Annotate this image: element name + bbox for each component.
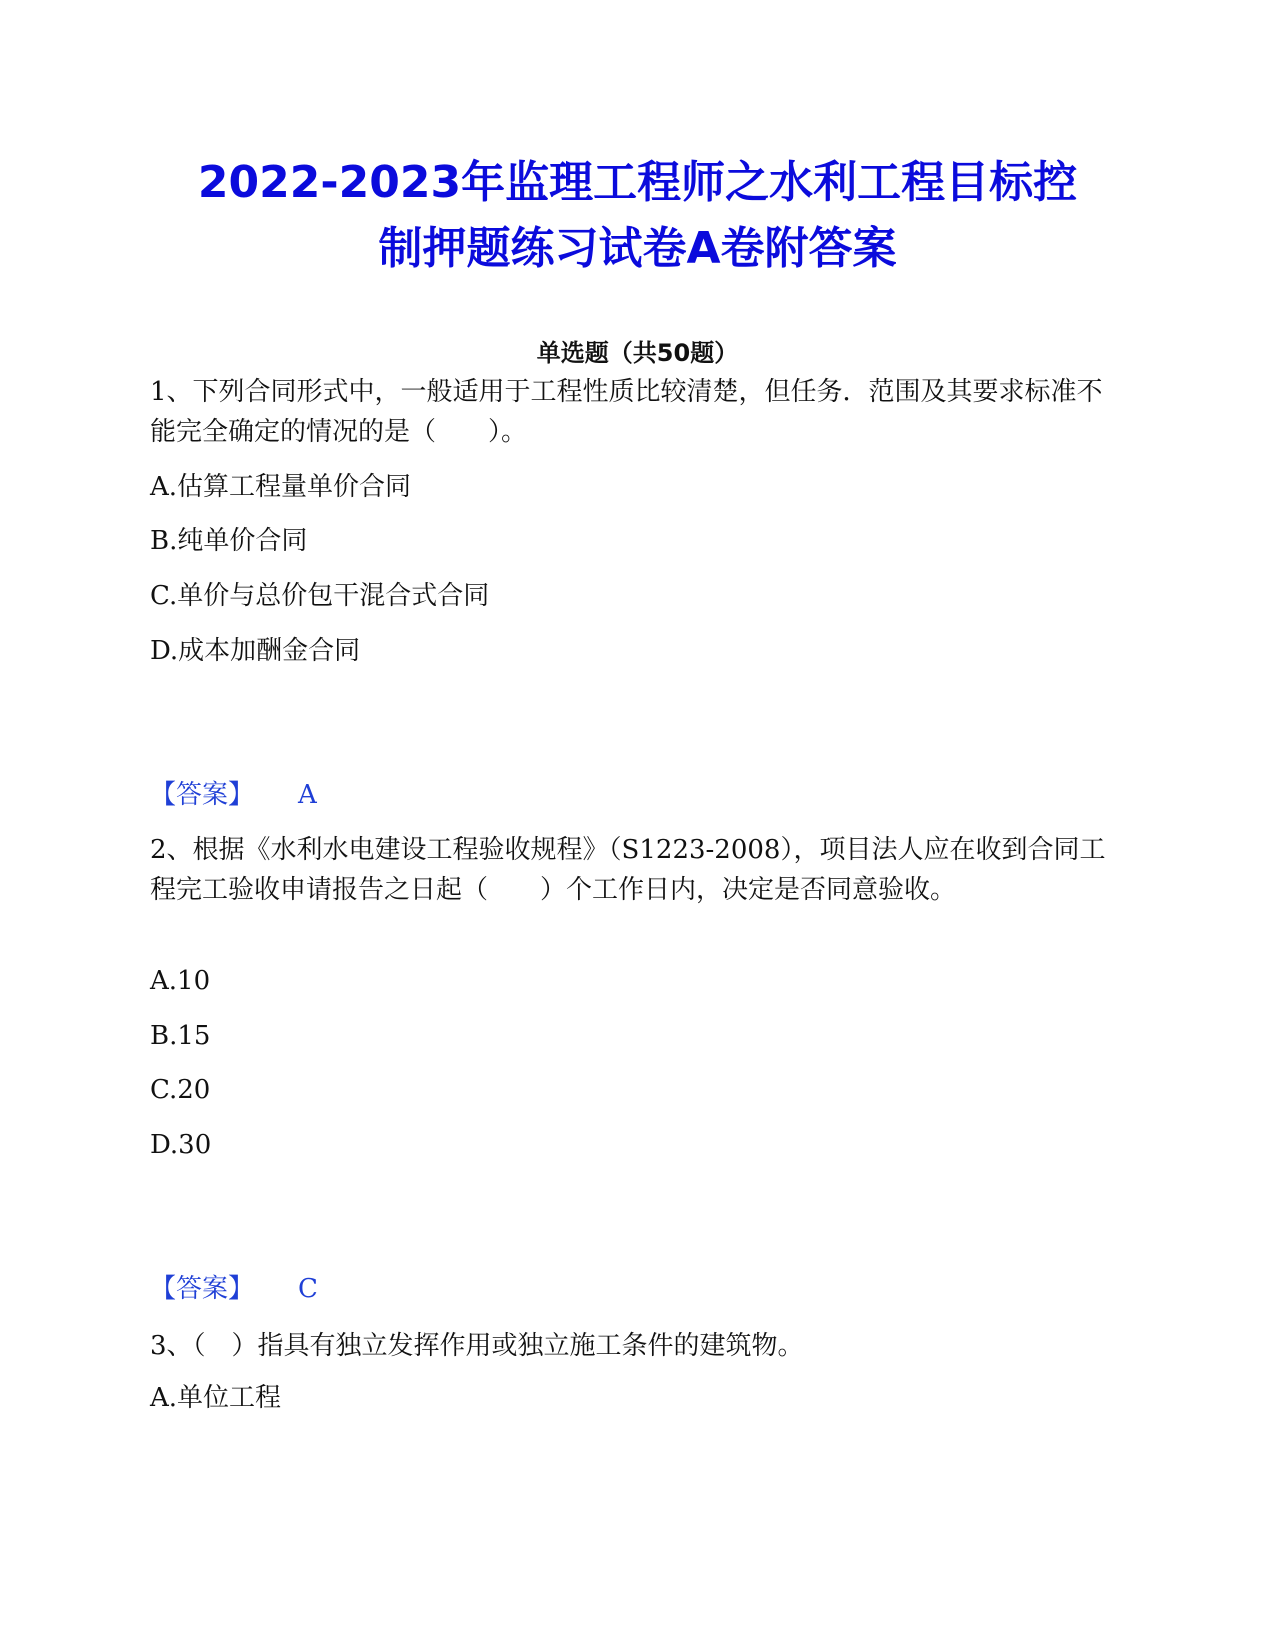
question-2-option-b: B.15	[150, 1021, 211, 1051]
question-2-text: 2、根据《水利水电建设工程验收规程》（S1223-2008），项目法人应在收到合同工程完工验收申请报告之日起（ ）个工作日内，决定是否同意验收。	[150, 835, 1106, 905]
question-3-option-a: A.单位工程	[150, 1383, 282, 1413]
question-2-answer	[150, 1272, 318, 1306]
question-1-option-d: D.成本加酬金合同	[150, 636, 361, 666]
question-1-option-c: C.单价与总价包干混合式合同	[150, 581, 490, 611]
answer-value: A	[298, 780, 317, 810]
question-3-text: 3、（ ）指具有独立发挥作用或独立施工条件的建筑物。	[150, 1331, 804, 1361]
question-2-option-d: D.30	[150, 1130, 212, 1160]
title-line-2: 制押题练习试卷A卷附答案	[378, 223, 897, 274]
answer-label: 【答案】	[150, 1274, 255, 1304]
question-2-option-c: C.20	[150, 1075, 211, 1105]
title-line-1: 2022-2023年监理工程师之水利工程目标控	[197, 157, 1078, 208]
document-title	[130, 150, 1145, 282]
question-1-text: 1、下列合同形式中，一般适用于工程性质比较清楚，但任务．范围及其要求标准不能完全确定的情况的是（ ）。	[150, 377, 1103, 447]
answer-value: C	[298, 1274, 318, 1304]
question-1-option-a: A.估算工程量单价合同	[150, 472, 412, 502]
question-1-answer	[150, 778, 317, 812]
answer-label: 【答案】	[150, 780, 255, 810]
question-2-option-a: A.10	[150, 966, 211, 996]
section-heading: 单选题（共50题）	[536, 339, 739, 367]
question-1-option-b: B.纯单价合同	[150, 526, 308, 556]
